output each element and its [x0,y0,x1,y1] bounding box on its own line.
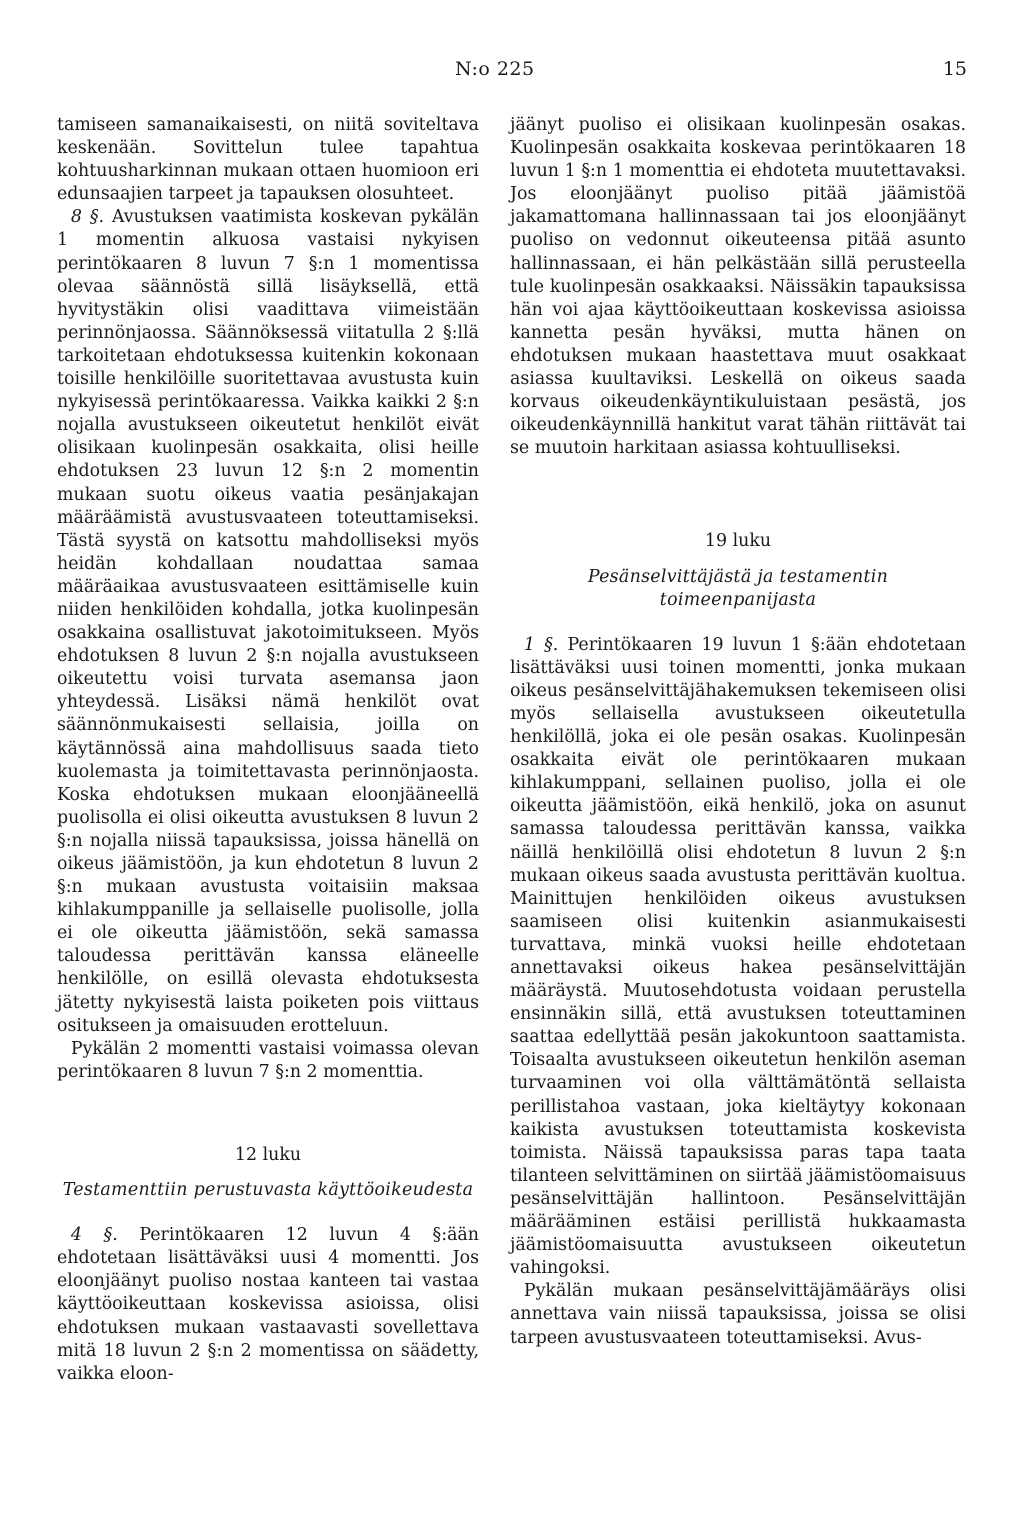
section-label: 4 §. [70,1225,118,1246]
paragraph: Pykälän mukaan pesänselvittäjämääräys olisi annettava vain niissä tapauksissa, joissa se olisi tarpeen avustusvaateen toteuttamiseksi. Avus- [510,1281,966,1348]
paragraph-text: Perintökaaren 12 luvun 4 §:ään ehdotetaan lisättäväksi uusi 4 momentti. Jos eloonjäänyt puoliso nostaa kanteen tai vastaa käyttöoikeuttaan koskevissa asioissa, olisi ehdotuksen mukaan vastaavasti sovellettava mitä 18 luvun 2 §:n 2 momentissa on säädetty, vaikka eloon- [57,1225,480,1384]
paragraph-section-4 [57,1224,479,1386]
section-label: 8 §. [70,207,105,228]
paragraph: Pykälän 2 momentti vastaisi voimassa olevan perintökaaren 8 luvun 7 §:n 2 momenttia. [57,1038,479,1082]
paragraph-section-8 [57,206,479,1037]
paragraph-section-1 [510,634,966,1281]
chapter-heading: 12 luku [234,1144,302,1165]
left-column [57,114,479,1386]
page-header [0,58,1024,88]
section-label: 1 §. [523,634,559,655]
document-number: N:o 225 [455,58,535,80]
chapter-heading: 19 luku [704,531,772,552]
paragraph-text: Avustuksen vaatimista koskevan pykälän 1 momentin alkuosa vastaisi nykyisen perintökaaren 8 luvun 7 §:n 1 momentissa olevaa säännöstä sillä lisäyksellä, että hyvitystäkin olisi vaadittava viimeistään perinnönjaossa. Säännöksessä viitatulla 2 §:llä tarkoitetaan ehdotuksessa kuitenkin kokonaan toisille henkilöille suoritettavaa avustusta kuin nykyisessä perintökaaressa. Vaikka kaikki 2 §:n nojalla avustukseen oikeutetut henkilöt eivät olisikaan kuolinpesän osakkaita, olisi heille ehdotuksen 23 luvun 12 §:n 2 momentin mukaan suotu oikeus vaatia pesänjakajan määräämistä avustusvaateen toteuttamiseksi. Tästä syystä on katsottu mahdolliseksi myös heidän kohdallaan noudattaa samaa määräaikaa avustusvaateen esittämiselle kuin niiden henkilöiden kohdalla, jotka kuolinpesän osakkaina osallistuvat jakotoimitukseen. Myös ehdotuksen 8 luvun 2 §:n nojalla avustukseen oikeutettu voisi turvata asemansa jaon yhteydessä. Lisäksi nämä henkilöt ovat säännönmukaisesti sellaisia, joilla on käytännössä aina mahdollisuus saada tieto kuolemasta ja toimitettavasta perinnönjaosta. Koska ehdotuksen mukaan eloonjääneellä puolisolla ei olisi oikeutta avustuksen 8 luvun 2 §:n nojalla niissä tapauksissa, joissa hänellä on oikeus jäämistöön, ja kun ehdotetun 8 luvun 2 §:n mukaan avustusta voitaisiin maksaa kihlakumppanille ja sellaiselle puolisolle, jolla ei ole oikeutta jäämistöön, sekä samassa taloudessa perittävän kanssa eläneelle henkilölle, on esillä olevasta ehdotuksesta jätetty nykyisestä laista poiketen pois viittaus ositukseen ja omaisuuden erotteluun. [57,207,479,1036]
right-column [510,114,966,1350]
paragraph: tamiseen samanaikaisesti, on niitä soviteltava keskenään. Sovittelun tulee tapahtua kohtuusharkinnan mukaan ottaen huomioon eri edunsaajien tarpeet ja tapauksen olosuhteet. [57,115,479,205]
page-number: 15 [942,58,967,80]
paragraph: jäänyt puoliso ei olisikaan kuolinpesän osakas. Kuolinpesän osakkaita koskevaa perintökaaren 18 luvun 1 §:n 1 momenttia ei ehdoteta muutettavaksi. Jos eloonjäänyt puoliso pitää jäämistöä jakamattomana hallinnassaan tai jos eloonjäänyt puoliso on vedonnut oikeuteensa pitää asunto hallinnassaan, ei hän pelkästään sillä perusteella tule kuolinpesän osakkaaksi. Näissäkin tapauksissa hän voi ajaa käyttöoikeuttaan koskevissa asioissa kannetta pesän hyväksi, mutta hänen on ehdotuksen mukaan haastettava muut osakkaat asiassa kuultaviksi. Leskellä on oikeus saada korvaus oikeudenkäyntikuluistaan pesästä, jos oikeudenkäynnillä hankitut varat tähän riittävät tai se muutoin harkitaan asiassa kohtuulliseksi. [510,115,966,459]
chapter-title [510,566,966,612]
chapter-title: Testamenttiin perustuvasta käyttöoikeudesta [62,1180,474,1201]
chapter-title-line: Pesänselvittäjästä ja testamentin [587,566,889,587]
paragraph-text: Perintökaaren 19 luvun 1 §:ään ehdotetaan lisättäväksi uusi toinen momentti, jonka mukaan oikeus pesänselvittäjähakemuksen tekemiseen olisi myös sellaisella avustukseen oikeutetulla henkilöllä, joka ei ole pesän osakas. Kuolinpesän osakkaita eivät ole perintökaaren mukaan kihlakumppani, sellainen puoliso, jolla ei ole oikeutta jäämistöön, eikä henkilö, joka on asunut samassa taloudessa perittävän kanssa, vaikka näillä henkilöillä olisi ehdotetun 8 luvun 2 §:n mukaan oikeus saada avustusta perittävän kuoltua. Mainittujen henkilöiden oikeus avustuksen saamiseen olisi kuitenkin asianmukaisesti turvattava, minkä vuoksi heille ehdotetaan annettavaksi oikeus hakea pesänselvittäjän määräystä. Muutosehdotusta voidaan perustella ensinnäkin sillä, että avustuksen toteuttaminen saattaa edellyttää pesän jakokuntoon saattamista. Toisaalta avustukseen oikeutetun henkilön aseman turvaaminen voi olla välttämätöntä sellaista perillistahoa vastaan, joka kieltäytyy kokonaan kaikista avustuksen toteuttamista koskevista toimista. Näissä tapauksissa paras tapa taata tilanteen selvittäminen on siirtää jäämistöomaisuus pesänselvittäjän hallintoon. Pesänselvittäjän määrääminen estäisi perillistä hukkaamasta jäämistöomaisuutta avustukseen oikeutetun vahingoksi. [510,634,967,1279]
chapter-title-line: toimeenpanijasta [659,589,817,610]
